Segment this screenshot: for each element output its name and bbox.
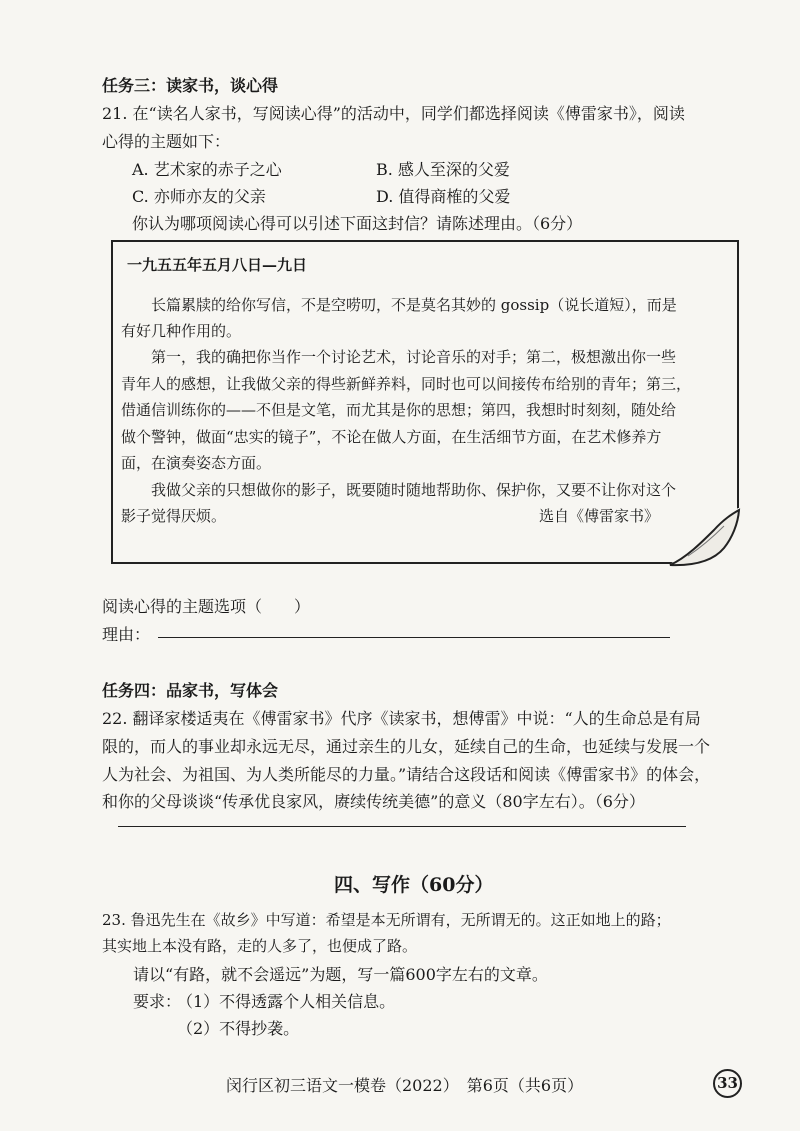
q22-text-line: 限的，而人的事业却永远无尽，通过亲生的儿女，延续自己的生命，也延续与发展一个	[102, 737, 711, 756]
letter-line: 我做父亲的只想做你的影子，既要随时随地帮助你、保护你，又要不让你对这个	[151, 481, 677, 499]
q23-text-line1: 23. 鲁迅先生在《故乡》中写道：希望是本无所谓有，无所谓无的。这正如地上的路；	[102, 911, 671, 929]
letter-line: 青年人的感想，让我做父亲的得些新鲜养料，同时也可以间接传布给别的青年；第三，	[121, 375, 692, 393]
q21-prompt: 你认为哪项阅读心得可以引述下面这封信？请陈述理由。（6分）	[132, 214, 583, 233]
letter-line: 借通信训练你的——不但是文笔，而尤其是你的思想；第四，我想时时刻刻，随处给	[121, 401, 677, 419]
reason-answer-line	[158, 637, 670, 638]
writing-instruction: 请以“有路，就不会遥远”为题，写一篇600字左右的文章。	[133, 965, 548, 984]
letter-source: 选自《傅雷家书》	[539, 507, 660, 525]
letter-line: 面，在演奏姿态方面。	[121, 454, 272, 472]
letter-line: 长篇累牍的给你写信，不是空唠叨，不是莫名其妙的 gossip（说长道短），而是	[151, 296, 677, 314]
answer-option-label: 阅读心得的主题选项（ ）	[102, 597, 311, 616]
letter-line: 影子觉得厌烦。	[121, 507, 227, 525]
option-d: D. 值得商榷的父爱	[376, 187, 511, 206]
letter-line: 做个警钟，做面“忠实的镜子”，不论在做人方面，在生活细节方面，在艺术修养方	[121, 428, 662, 446]
letter-line: 第一，我的确把你当作一个讨论艺术，讨论音乐的对手；第二，极想激出你一些	[151, 348, 677, 366]
q23-text-line2: 其实地上本没有路，走的人多了，也便成了路。	[102, 937, 418, 955]
q22-text-line: 和你的父母谈谈“传承优良家风，赓续传统美德”的意义（80字左右）。（6分）	[102, 792, 645, 811]
requirement-2: （2）不得抄袭。	[177, 1019, 300, 1038]
q22-answer-line	[118, 826, 686, 827]
letter-date: 一九五五年五月八日—九日	[127, 256, 308, 274]
page-curl-icon	[668, 508, 746, 580]
letter-line: 有好几种作用的。	[121, 322, 242, 340]
option-c: C. 亦师亦友的父亲	[132, 187, 266, 206]
writing-section-title: 四、写作（60分）	[334, 874, 494, 896]
q22-text-line: 22. 翻译家楼适夷在《傅雷家书》代序《读家书，想傅雷》中说：“人的生命总是有局	[102, 709, 701, 728]
page-footer: 闵行区初三语文一模卷（2022） 第6页（共6页）	[226, 1076, 584, 1095]
option-a: A. 艺术家的赤子之心	[132, 160, 282, 179]
requirement-1: （1）不得透露个人相关信息。	[177, 992, 396, 1011]
q21-text-line1: 21. 在“读名人家书，写阅读心得”的活动中，同学们都选择阅读《傅雷家书》，阅读	[102, 104, 685, 123]
answer-reason-label: 理由：	[102, 625, 151, 644]
letter-box	[111, 240, 739, 564]
q21-text-line2: 心得的主题如下：	[102, 132, 231, 151]
page-number-badge: 33	[713, 1069, 742, 1098]
task4-heading: 任务四：品家书，写体会	[102, 681, 279, 700]
q22-text-line: 人为社会、为祖国、为人类所能尽的力量。”请结合这段话和阅读《傅雷家书》的体会，	[102, 765, 711, 784]
task3-heading: 任务三：读家书，谈心得	[102, 76, 279, 95]
requirements-label: 要求：	[133, 992, 182, 1011]
option-b: B. 感人至深的父爱	[376, 160, 510, 179]
